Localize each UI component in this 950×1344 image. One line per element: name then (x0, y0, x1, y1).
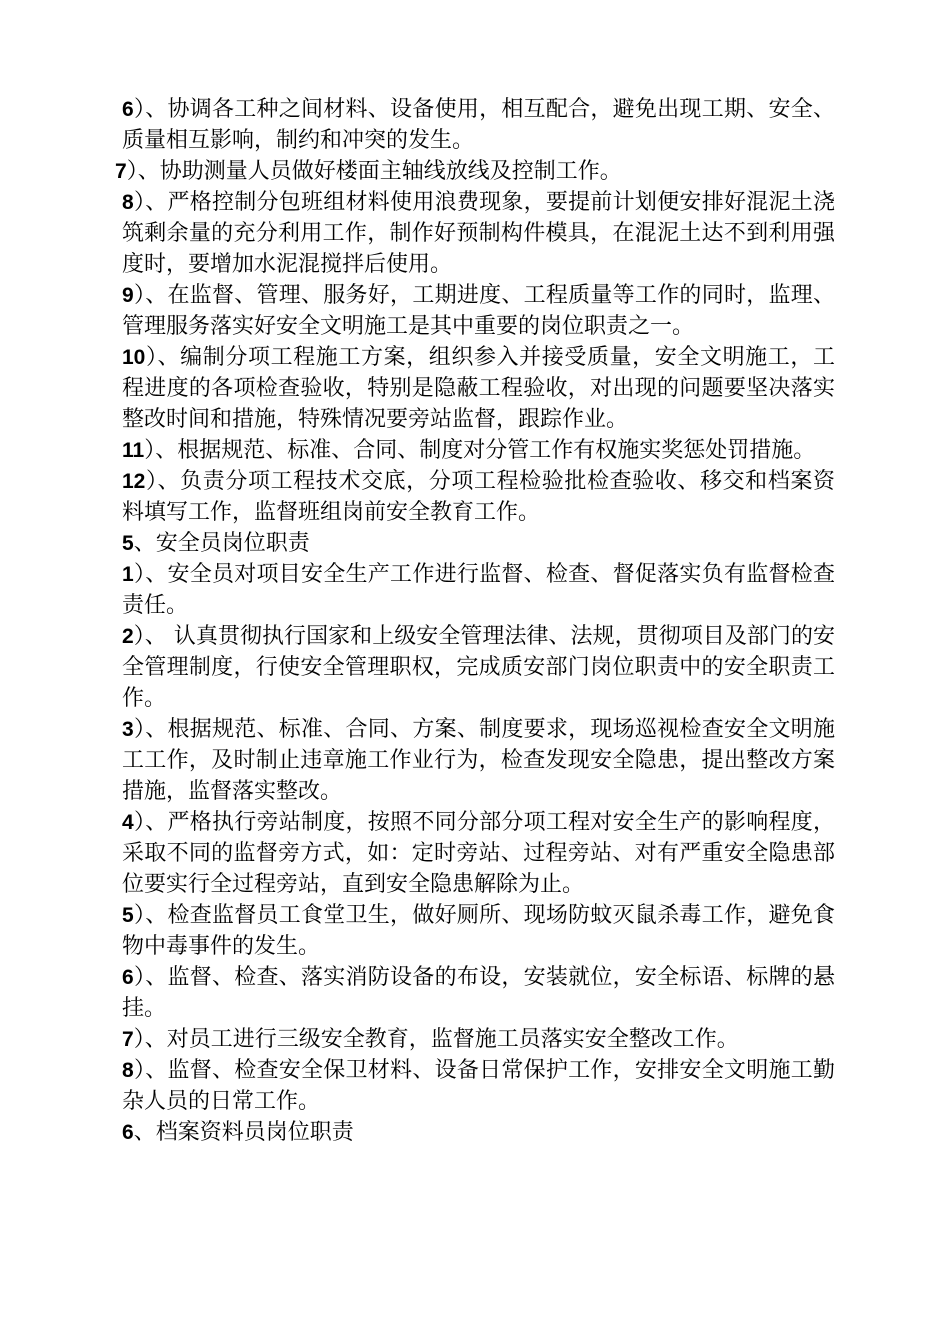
paragraph (115, 714, 835, 807)
item-number: 1 (122, 563, 134, 586)
paragraph (115, 435, 835, 466)
paragraph (115, 342, 835, 435)
paragraph (115, 621, 835, 714)
item-number: 3 (122, 718, 134, 741)
item-number: 5 (122, 532, 134, 555)
item-text: ）、编制分项工程施工方案，组织参入并接受质量，安全文明施工，工程进度的各项检查验收，特别是隐蔽工程验收，对出现的问题要坚决落实整改时间和措施，特殊情况要旁站监督，跟踪作业。 (122, 345, 835, 432)
item-text: ）、根据规范、标准、合同、方案、制度要求，现场巡视检查安全文明施工工作，及时制止违章施工作业行为，检查发现安全隐患，提出整改方案措施，监督落实整改。 (122, 717, 835, 804)
paragraph (115, 900, 835, 962)
item-number: 8 (122, 191, 134, 214)
paragraph (115, 528, 835, 559)
paragraph (115, 1055, 835, 1117)
paragraph (115, 280, 835, 342)
paragraph (115, 94, 835, 156)
item-number: 12 (122, 470, 146, 493)
item-number: 8 (122, 1059, 134, 1082)
item-text: ）、对员工进行三级安全教育，监督施工员落实安全整改工作。 (133, 1027, 739, 1052)
item-text: ）、监督、检查、落实消防设备的布设，安装就位，安全标语、标牌的悬挂。 (122, 965, 835, 1021)
item-text: ）、协调各工种之间材料、设备使用，相互配合，避免出现工期、安全、质量相互影响，制约和冲突的发生。 (122, 97, 835, 153)
item-number: 4 (122, 811, 134, 834)
paragraph (115, 187, 835, 280)
item-number: 6 (122, 98, 134, 121)
paragraph (115, 807, 835, 900)
paragraph (115, 559, 835, 621)
item-number: 6 (122, 1121, 134, 1144)
item-text: ）、 认真贯彻执行国家和上级安全管理法律、法规，贯彻项目及部门的安全管理制度，行使安全管理职权，完成质安部门岗位职责中的安全职责工作。 (122, 624, 835, 711)
item-text: ）、安全员对项目安全生产工作进行监督、检查、督促落实负有监督检查责任。 (122, 562, 835, 618)
paragraph (115, 156, 835, 187)
item-number: 11 (122, 439, 145, 462)
item-text: 、档案资料员岗位职责 (133, 1120, 354, 1145)
item-number: 7 (115, 160, 127, 183)
paragraph (115, 1024, 835, 1055)
paragraph (115, 466, 835, 528)
item-text: ）、检查监督员工食堂卫生，做好厕所、现场防蚊灭鼠杀毒工作，避免食物中毒事件的发生。 (122, 903, 835, 959)
item-text: 、安全员岗位职责 (133, 531, 310, 556)
document-body (115, 94, 835, 1148)
paragraph (115, 962, 835, 1024)
item-number: 2 (122, 625, 134, 648)
item-text: ）、根据规范、标准、合同、制度对分管工作有权施实奖惩处罚措施。 (144, 438, 816, 463)
item-number: 10 (122, 346, 146, 369)
item-text: ）、严格执行旁站制度，按照不同分部分项工程对安全生产的影响程度，采取不同的监督旁方式，如：定时旁站、过程旁站、对有严重安全隐患部位要实行全过程旁站，直到安全隐患解除为止。 (122, 810, 835, 897)
item-number: 5 (122, 904, 134, 927)
item-number: 6 (122, 966, 134, 989)
item-text: ）、协助测量人员做好楼面主轴线放线及控制工作。 (126, 159, 622, 184)
item-text: ）、严格控制分包班组材料使用浪费现象，要提前计划便安排好混泥土浇筑剩余量的充分利用工作，制作好预制构件模具，在混泥土达不到利用强度时，要增加水泥混搅拌后使用。 (122, 190, 835, 277)
item-number: 7 (122, 1028, 134, 1051)
paragraph (115, 1117, 835, 1148)
item-number: 9 (122, 284, 134, 307)
item-text: ）、负责分项工程技术交底，分项工程检验批检查验收、移交和档案资料填写工作，监督班组岗前安全教育工作。 (122, 469, 835, 525)
item-text: ）、监督、检查安全保卫材料、设备日常保护工作，安排安全文明施工勤杂人员的日常工作。 (122, 1058, 835, 1114)
item-text: ）、在监督、管理、服务好，工期进度、工程质量等工作的同时，监理、管理服务落实好安全文明施工是其中重要的岗位职责之一。 (122, 283, 835, 339)
